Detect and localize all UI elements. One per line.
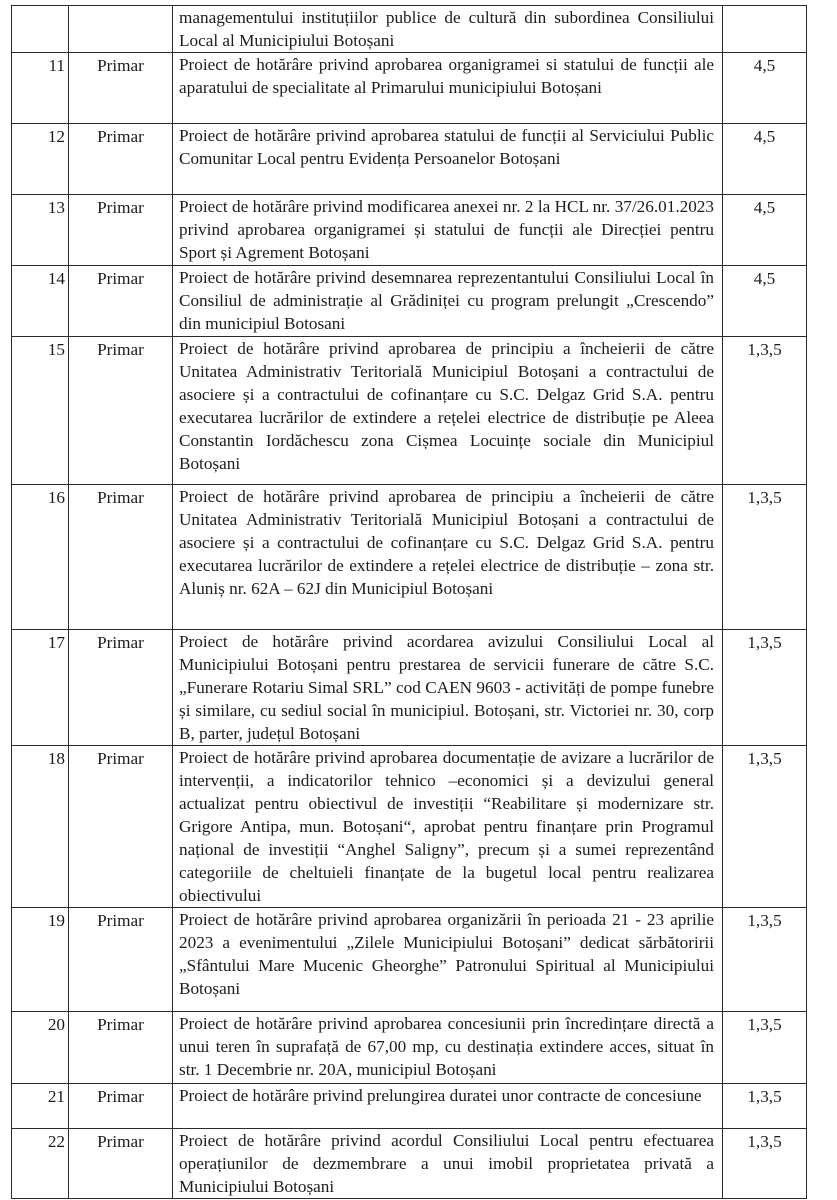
- table-row: [12, 124, 807, 195]
- initiator: Primar: [69, 53, 173, 124]
- project-title: Proiect de hotărâre privind acordarea avizului Consiliului Local al Municipiului Botoșani pentru prestarea de servicii funerare de către S.C. „Funerare Rotariu Simal SRL” cod CAEN 9603 - activități de pompe funebre și similare, cu sediul social în municipiul. Botoșani, str. Victoriei nr. 30, corp B, parter, județul Botoșani: [173, 630, 723, 746]
- initiator: Primar: [69, 195, 173, 266]
- initiator: Primar: [69, 630, 173, 746]
- committees: 1,3,5: [723, 1012, 807, 1084]
- table-row: [12, 485, 807, 630]
- committees: 4,5: [723, 124, 807, 195]
- item-number: 12: [12, 124, 69, 195]
- agenda-table: [11, 5, 807, 1199]
- initiator: Primar: [69, 337, 173, 485]
- initiator: Primar: [69, 746, 173, 908]
- table-row: [12, 1084, 807, 1129]
- committees: 4,5: [723, 266, 807, 337]
- committees: 1,3,5: [723, 908, 807, 1012]
- table-row: [12, 6, 807, 53]
- table-row: [12, 195, 807, 266]
- committees: 1,3,5: [723, 1129, 807, 1199]
- initiator: Primar: [69, 485, 173, 630]
- item-number: 17: [12, 630, 69, 746]
- item-number: 19: [12, 908, 69, 1012]
- project-title: Proiect de hotărâre privind acordul Consiliului Local pentru efectuarea operațiunilor de dezmembrare a unui imobil proprietatea privată a Municipiului Botoșani: [173, 1129, 723, 1199]
- initiator: Primar: [69, 1084, 173, 1129]
- committees: 1,3,5: [723, 485, 807, 630]
- project-title: Proiect de hotărâre privind aprobarea statului de funcții al Serviciului Public Comunitar Local pentru Evidența Persoanelor Botoșani: [173, 124, 723, 195]
- initiator: Primar: [69, 124, 173, 195]
- table-row: [12, 1129, 807, 1199]
- table-row: [12, 53, 807, 124]
- project-title: managementului instituțiilor publice de cultură din subordinea Consiliului Local al Municipiului Botoșani: [173, 6, 723, 53]
- project-title: Proiect de hotărâre privind prelungirea duratei unor contracte de concesiune: [173, 1084, 723, 1129]
- initiator: [69, 6, 173, 53]
- table-row: [12, 1012, 807, 1084]
- project-title: Proiect de hotărâre privind aprobarea documentație de avizare a lucrărilor de intervenții, a indicatorilor tehnico –economici și a devizului general actualizat pentru obiectivul de investiții “Reabilitare și modernizare str. Grigore Antipa, mun. Botoșani“, aprobat pentru finanțare prin Programul național de investiții “Anghel Saligny”, precum și a sumei reprezentând categoriile de cheltuieli finanțate de la bugetul local pentru realizarea obiectivului: [173, 746, 723, 908]
- committees: 4,5: [723, 53, 807, 124]
- item-number: 20: [12, 1012, 69, 1084]
- item-number: 13: [12, 195, 69, 266]
- project-title: Proiect de hotărâre privind aprobarea organigramei si statului de funcții ale aparatului de specialitate al Primarului municipiului Botoșani: [173, 53, 723, 124]
- item-number: 15: [12, 337, 69, 485]
- initiator: Primar: [69, 1129, 173, 1199]
- item-number: 21: [12, 1084, 69, 1129]
- project-title: Proiect de hotărâre privind aprobarea concesiunii prin încredințare directă a unui teren în suprafață de 67,00 mp, cu destinația extindere acces, situat în str. 1 Decembrie nr. 20A, municipiul Botoșani: [173, 1012, 723, 1084]
- project-title: Proiect de hotărâre privind modificarea anexei nr. 2 la HCL nr. 37/26.01.2023 privind aprobarea organigramei și statului de funcții ale Direcției pentru Sport și Agrement Botoșani: [173, 195, 723, 266]
- table-row: [12, 266, 807, 337]
- document-page: [11, 5, 806, 1199]
- project-title: Proiect de hotărâre privind aprobarea de principiu a încheierii de către Unitatea Administrativ Teritorială Municipiul Botoșani a contractului de asociere și a contractului de cofinanțare cu S.C. Delgaz Grid S.A. pentru executarea lucrărilor de extindere a rețelei electrice de distribuție pe Aleea Constantin Iordăchescu zona Cișmea Locuințe sociale din Municipiul Botoșani: [173, 337, 723, 485]
- item-number: 16: [12, 485, 69, 630]
- initiator: Primar: [69, 1012, 173, 1084]
- item-number: 18: [12, 746, 69, 908]
- committees: 1,3,5: [723, 1084, 807, 1129]
- item-number: 22: [12, 1129, 69, 1199]
- item-number: 14: [12, 266, 69, 337]
- project-title: Proiect de hotărâre privind desemnarea reprezentantului Consiliului Local în Consiliul de administrație al Grădiniței cu program prelungit „Crescendo” din municipiul Botosani: [173, 266, 723, 337]
- initiator: Primar: [69, 908, 173, 1012]
- table-row: [12, 746, 807, 908]
- project-title: Proiect de hotărâre privind aprobarea de principiu a încheierii de către Unitatea Administrativ Teritorială Municipiul Botoșani a contractului de asociere și a contractului de cofinanțare cu S.C. Delgaz Grid S.A. pentru executarea lucrărilor de extindere a rețelei electrice de distribuție – zona str. Aluniș nr. 62A – 62J din Municipiul Botoșani: [173, 485, 723, 630]
- committees: 1,3,5: [723, 746, 807, 908]
- committees: 1,3,5: [723, 630, 807, 746]
- item-number: [12, 6, 69, 53]
- table-row: [12, 908, 807, 1012]
- committees: 4,5: [723, 195, 807, 266]
- project-title: Proiect de hotărâre privind aprobarea organizării în perioada 21 - 23 aprilie 2023 a evenimentului „Zilele Municipiului Botoșani” dedicat sărbătoririi „Sfântului Mare Mucenic Gheorghe” Patronului Spiritual al Municipiului Botoșani: [173, 908, 723, 1012]
- committees: [723, 6, 807, 53]
- item-number: 11: [12, 53, 69, 124]
- table-row: [12, 630, 807, 746]
- initiator: Primar: [69, 266, 173, 337]
- table-row: [12, 337, 807, 485]
- committees: 1,3,5: [723, 337, 807, 485]
